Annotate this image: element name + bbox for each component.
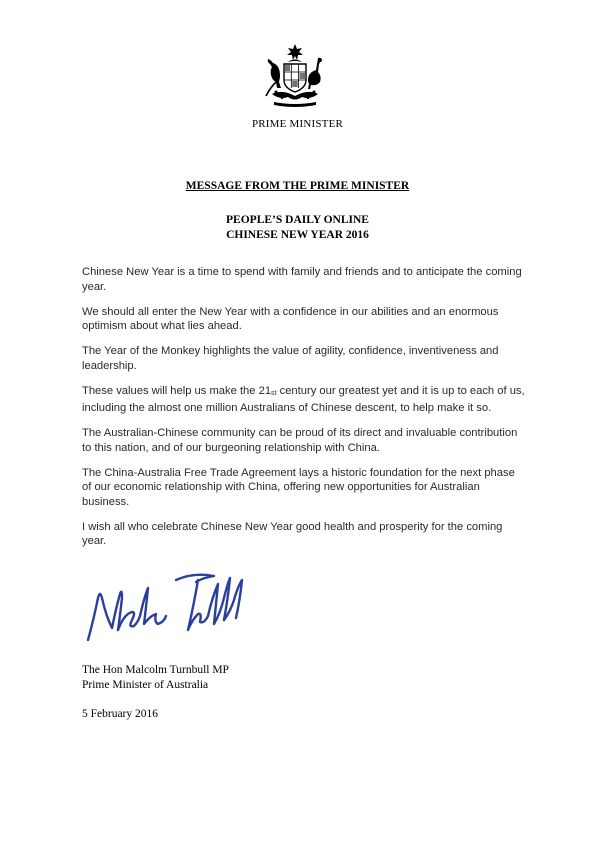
handwritten-signature-icon (84, 568, 264, 650)
paragraph: The Australian-Chinese community can be proud of its direct and invaluable contribution to this nation, and of our burgeoning relationship with China. (82, 427, 518, 454)
paragraph: We should all enter the New Year with a confidence in our abilities and an enormous optimism about what lies ahead. (82, 305, 499, 332)
paragraph: The Year of the Monkey highlights the value of agility, confidence, inventiveness and leadership. (82, 345, 499, 372)
signatory-name: The Hon Malcolm Turnbull MP (82, 664, 229, 676)
ordinal-suffix: st (271, 389, 277, 397)
office-title: PRIME MINISTER (251, 118, 344, 130)
letter-date: 5 February 2016 (82, 708, 159, 720)
paragraph: The China-Australia Free Trade Agreement lays a historic foundation for the next phase of our economic relationship with China, offering new opportunities for Australian business. (82, 466, 515, 508)
signatory-title: Prime Minister of Australia (82, 679, 209, 691)
paragraph (82, 384, 527, 416)
letter-body (82, 265, 527, 559)
coat-of-arms-icon (262, 42, 328, 108)
paragraph-text: These values will help us make the 21 (82, 384, 272, 397)
paragraph-text: century our greatest yet and it is up to each of us, including the almost one million Australians of Chinese descent, to help make it so. (82, 384, 525, 414)
message-heading: MESSAGE FROM THE PRIME MINISTER (185, 180, 410, 192)
paragraph: I wish all who celebrate Chinese New Year good health and prosperity for the coming year. (82, 520, 503, 547)
signature-block (82, 663, 229, 693)
paragraph: Chinese New Year is a time to spend with family and friends and to anticipate the coming year. (82, 266, 522, 293)
occasion-heading: CHINESE NEW YEAR 2016 (226, 229, 369, 241)
publication-heading: PEOPLE’S DAILY ONLINE (226, 214, 369, 226)
